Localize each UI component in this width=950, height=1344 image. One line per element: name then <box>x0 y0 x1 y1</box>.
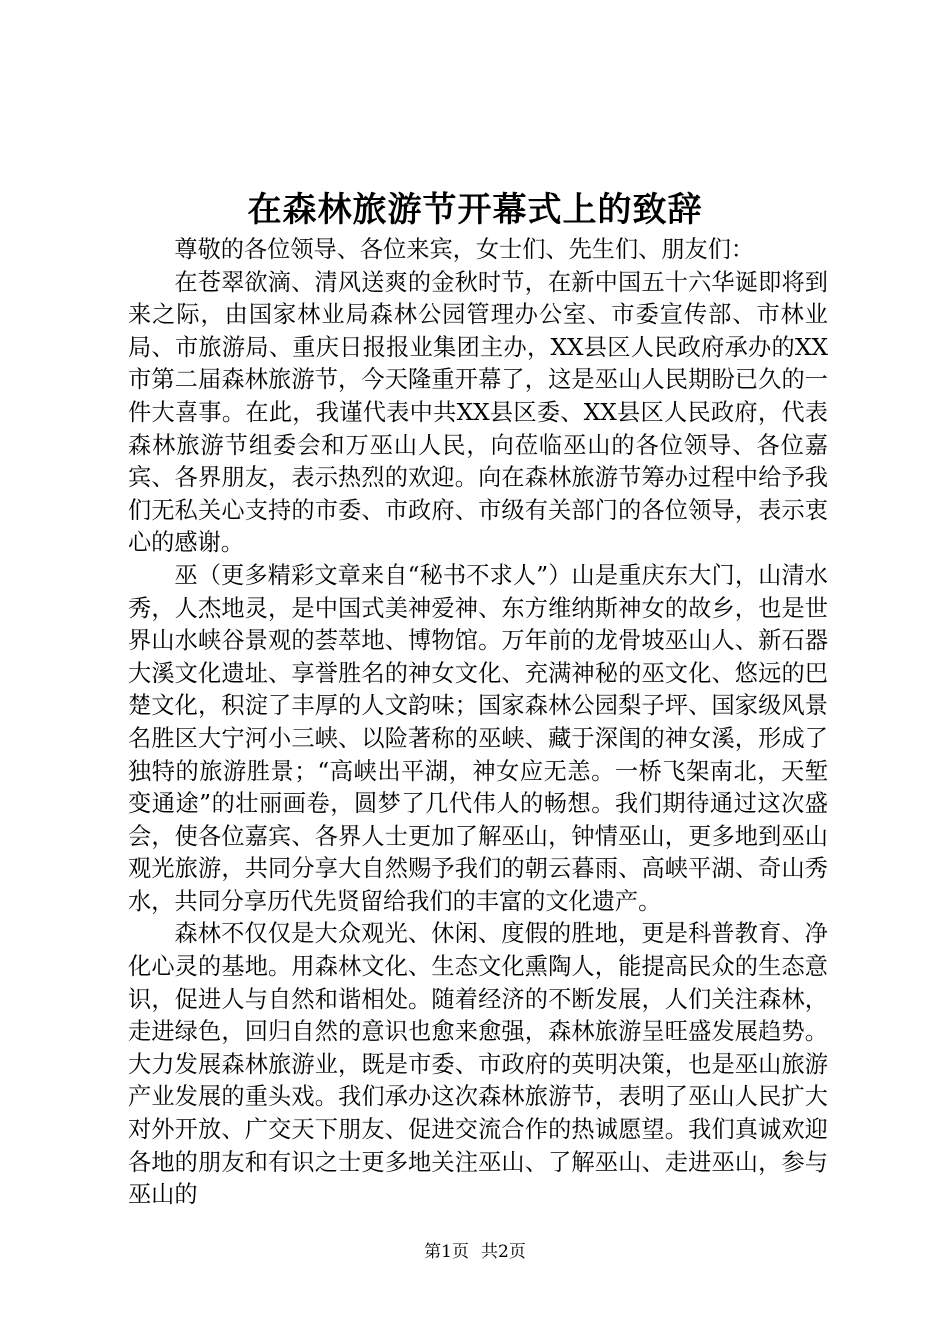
page-footer <box>0 1240 950 1264</box>
body-paragraph: 森林不仅仅是大众观光、休闲、度假的胜地，更是科普教育、净化心灵的基地。用森林文化、生态文化熏陶人，能提高民众的生态意识，促进人与自然和谐相处。随着经济的不断发展，人们关注森林，走进绿色，回归自然的意识也愈来愈强，森林旅游呈旺盛发展趋势。大力发展森林旅游业，既是市委、市政府的英明决策，也是巫山旅游产业发展的重头戏。我们承办这次森林旅游节，表明了巫山人民扩大对外开放、广交天下朋友、促进交流合作的热诚愿望。我们真诚欢迎各地的朋友和有识之士更多地关注巫山、了解巫山、走进巫山，参与巫山的 <box>128 920 828 1209</box>
salutation-paragraph: 尊敬的各位领导、各位来宾，女士们、先生们、朋友们： <box>174 236 755 263</box>
document-body <box>128 234 828 1212</box>
body-paragraph: 巫（更多精彩文章来自“秘书不求人”）山是重庆东大门，山清水秀，人杰地灵，是中国式美神爱神、东方维纳斯神女的故乡，也是世界山水峡谷景观的荟萃地、博物馆。万年前的龙骨坡巫山人、新石器大溪文化遗址、享誉胜名的神女文化、充满神秘的巫文化、悠远的巴楚文化，积淀了丰厚的人文韵味；国家森林公园梨子坪、国家级风景名胜区大宁河小三峡、以险著称的巫峡、藏于深闺的神女溪，形成了独特的旅游胜景；“高峡出平湖，神女应无恙。一桥飞架南北，天堑变通途”的壮丽画卷，圆梦了几代伟人的畅想。我们期待通过这次盛会，使各位嘉宾、各界人士更加了解巫山，钟情巫山，更多地到巫山观光旅游，共同分享大自然赐予我们的朝云暮雨、高峡平湖、奇山秀水，共同分享历代先贤留给我们的丰富的文化遗产。 <box>128 561 828 915</box>
document-title: 在森林旅游节开幕式上的致辞 <box>247 190 703 230</box>
page-total: 共2页 <box>481 1242 526 1262</box>
body-paragraph: 在苍翠欲滴、清风送爽的金秋时节，在新中国五十六华诞即将到来之际，由国家林业局森林公园管理办公室、市委宣传部、市林业局、市旅游局、重庆日报报业集团主办，XX县区人民政府承办的XX市第二届森林旅游节，今天隆重开幕了，这是巫山人民期盼已久的一件大喜事。在此，我谨代表中共XX县区委、XX县区人民政府，代表森林旅游节组委会和万巫山人民，向莅临巫山的各位领导、各位嘉宾、各界朋友，表示热烈的欢迎。向在森林旅游节筹办过程中给予我们无私关心支持的市委、市政府、市级有关部门的各位领导，表示衷心的感谢。 <box>128 268 828 557</box>
page-number: 第1页 <box>424 1242 469 1262</box>
